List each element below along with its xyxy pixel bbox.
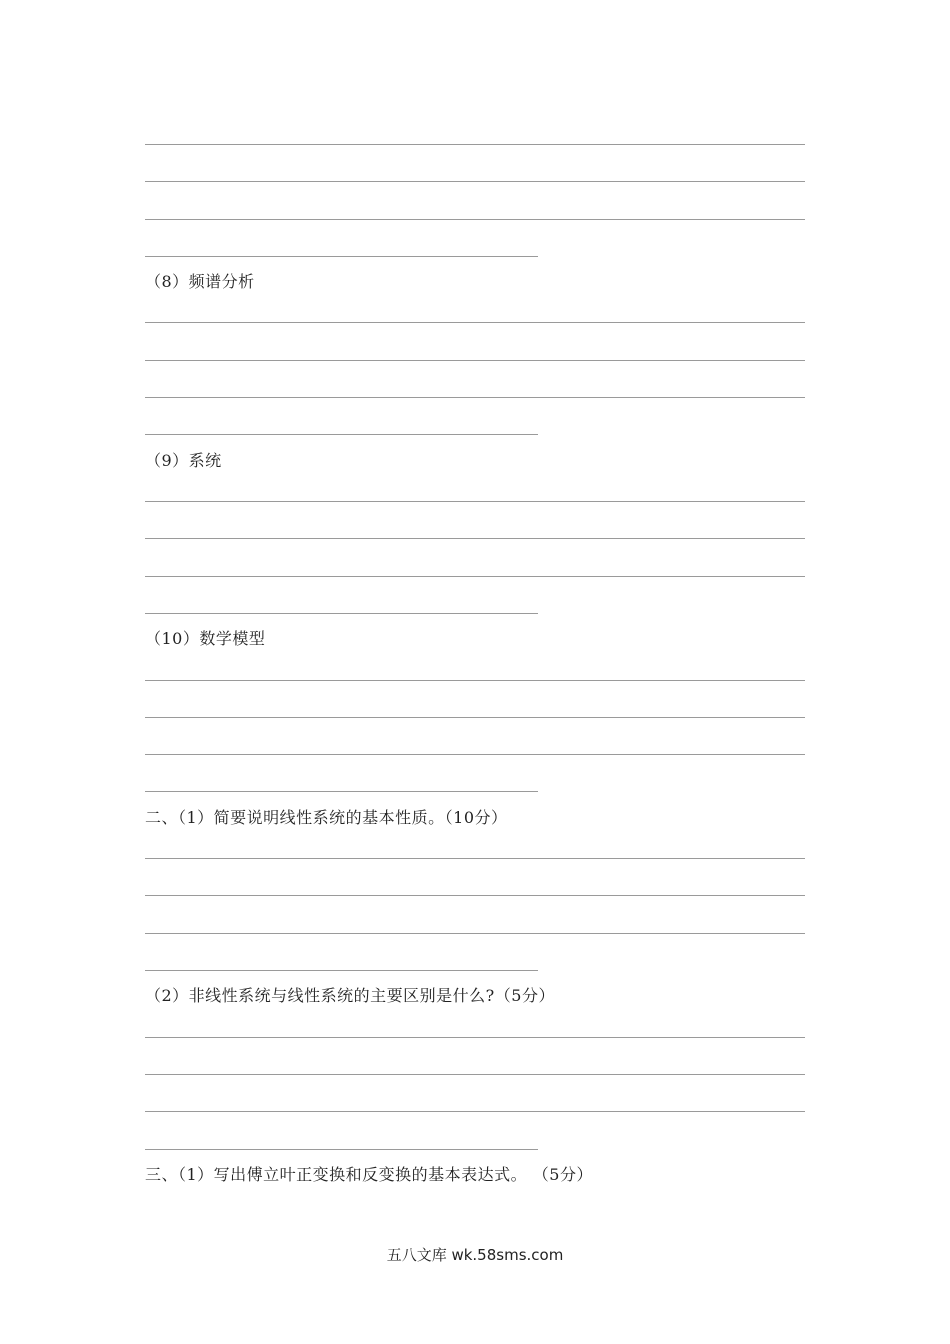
section-2-question-1: 二、（1）简要说明线性系统的基本性质。（10分） (145, 808, 508, 827)
answer-line-short (145, 256, 538, 257)
section-2-question-2: （2）非线性系统与线性系统的主要区别是什么?（5分） (145, 986, 555, 1005)
answer-line (145, 576, 805, 577)
question-9: （9）系统 (145, 451, 222, 470)
answer-line (145, 933, 805, 934)
answer-line (145, 219, 805, 220)
answer-line-short (145, 434, 538, 435)
answer-line-short (145, 970, 538, 971)
answer-line (145, 144, 805, 145)
answer-line (145, 680, 805, 681)
answer-line (145, 360, 805, 361)
question-8: （8）频谱分析 (145, 272, 255, 291)
question-10: （10）数学模型 (145, 629, 266, 648)
answer-line (145, 181, 805, 182)
answer-line (145, 717, 805, 718)
answer-line-short (145, 1149, 538, 1150)
section-3-question-1: 三、（1）写出傅立叶正变换和反变换的基本表达式。 （5分） (145, 1165, 593, 1184)
answer-line (145, 538, 805, 539)
footer-source: 五八文库 wk.58sms.com (386, 1246, 564, 1264)
answer-line (145, 754, 805, 755)
answer-line (145, 858, 805, 859)
answer-line (145, 1037, 805, 1038)
answer-line-short (145, 613, 538, 614)
answer-line (145, 1074, 805, 1075)
answer-line (145, 895, 805, 896)
answer-line (145, 501, 805, 502)
answer-line (145, 322, 805, 323)
answer-line (145, 1111, 805, 1112)
answer-line (145, 397, 805, 398)
answer-line-short (145, 791, 538, 792)
